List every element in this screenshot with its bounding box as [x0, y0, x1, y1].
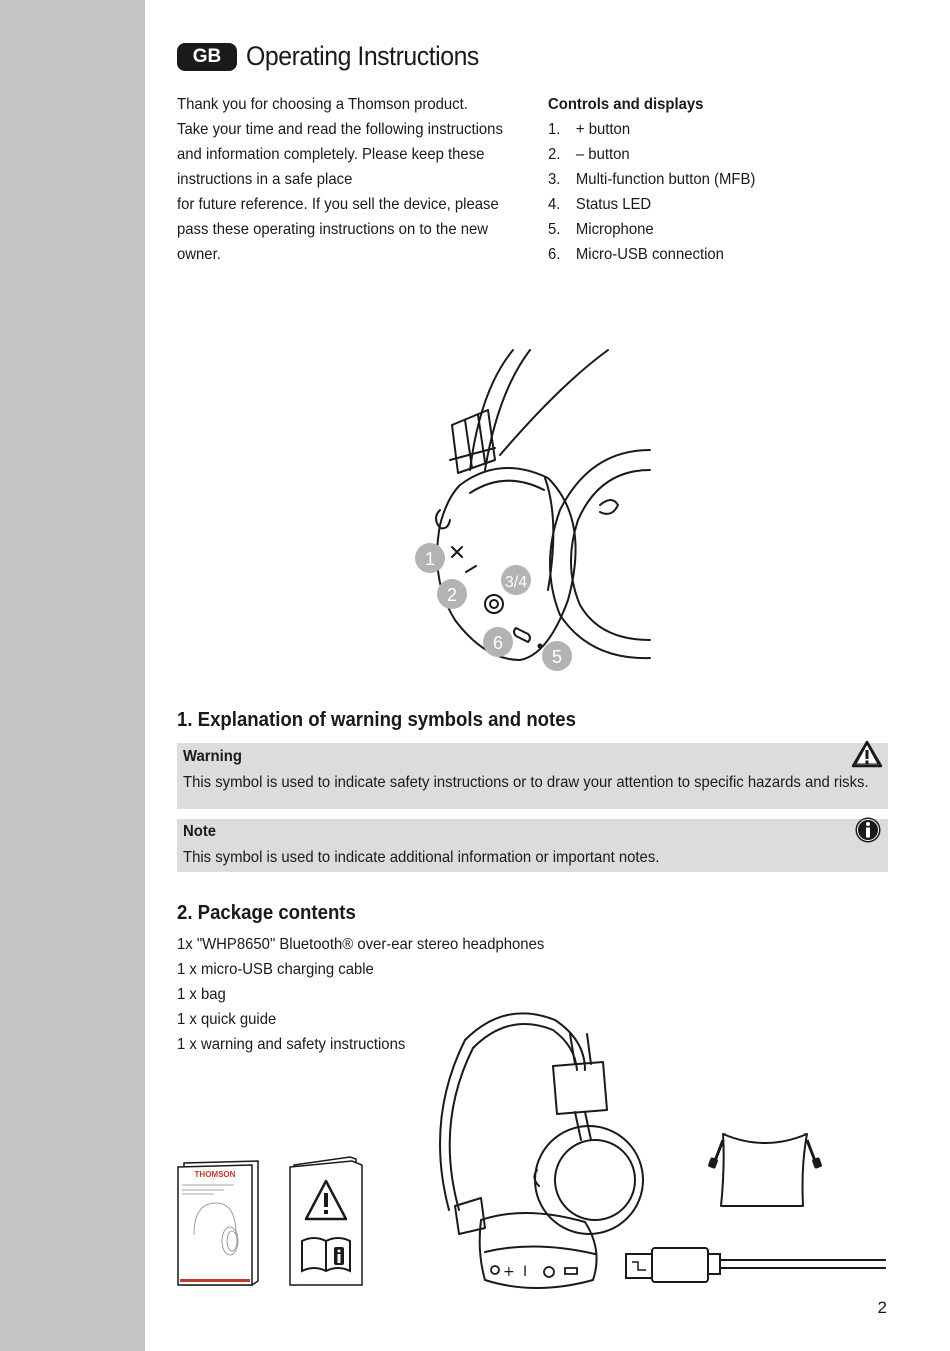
- headphone-controls-diagram: [400, 345, 660, 675]
- package-item: 1 x micro-USB charging cable: [177, 961, 374, 978]
- callout-5: 5: [551, 647, 563, 667]
- package-item: 1 x bag: [177, 986, 226, 1003]
- callout-6: 6: [492, 633, 504, 653]
- info-icon: [854, 816, 882, 844]
- page-number: 2: [877, 1298, 887, 1317]
- control-number: 4.: [548, 196, 561, 213]
- svg-text:+: +: [503, 1264, 515, 1280]
- warning-triangle-icon: [851, 740, 883, 768]
- controls-list: [548, 92, 888, 267]
- callout-2: 2: [446, 585, 458, 605]
- page-header: [177, 41, 499, 72]
- control-item: [548, 167, 864, 192]
- intro-line: instructions in a safe place: [177, 171, 353, 188]
- page-title: Operating Instructions: [246, 41, 479, 71]
- control-number: 3.: [548, 171, 561, 188]
- control-number: 6.: [548, 246, 561, 263]
- intro-text: [177, 92, 527, 267]
- intro-line: owner.: [177, 246, 221, 263]
- control-label: – button: [575, 146, 630, 163]
- intro-line: Take your time and read the following instructions: [177, 121, 503, 138]
- callout-3-4: 3/4: [504, 574, 528, 591]
- control-number: 5.: [548, 221, 561, 238]
- control-item: [548, 242, 864, 267]
- control-label: Status LED: [575, 196, 652, 213]
- callout-1: 1: [424, 549, 436, 569]
- control-item: [548, 192, 864, 217]
- section-2-heading: 2. Package contents: [177, 902, 356, 924]
- section-1-heading: 1. Explanation of warning symbols and notes: [177, 709, 576, 731]
- control-number: 1.: [548, 121, 561, 138]
- page-sidebar: [0, 0, 145, 1351]
- svg-text:I: I: [523, 1264, 528, 1280]
- package-item: 1 x quick guide: [177, 1011, 277, 1028]
- warning-text: This symbol is used to indicate safety instructions or to draw your attention to specific hazards and risks.: [183, 774, 869, 791]
- control-item: [548, 217, 864, 242]
- control-label: + button: [575, 121, 631, 138]
- controls-heading: Controls and displays: [548, 96, 704, 113]
- note-text: This symbol is used to indicate additional information or important notes.: [183, 849, 660, 866]
- warning-title: Warning: [183, 748, 242, 765]
- note-title: Note: [183, 823, 217, 840]
- intro-line: pass these operating instructions on to the new: [177, 221, 489, 238]
- note-box: [177, 819, 888, 872]
- intro-line: and information completely. Please keep these: [177, 146, 485, 163]
- control-number: 2.: [548, 146, 561, 163]
- package-item: 1 x warning and safety instructions: [177, 1036, 406, 1053]
- intro-line: for future reference. If you sell the device, please: [177, 196, 499, 213]
- control-label: Multi-function button (MFB): [575, 171, 756, 188]
- quick-guide-illustration: [174, 1157, 262, 1289]
- bag-illustration: [705, 1126, 825, 1212]
- warning-box: [177, 743, 888, 809]
- safety-instructions-illustration: [286, 1153, 366, 1289]
- usb-cable-illustration: [620, 1242, 890, 1286]
- language-badge: GB: [177, 43, 237, 71]
- control-label: Micro-USB connection: [575, 246, 724, 263]
- intro-line: Thank you for choosing a Thomson product.: [177, 96, 468, 113]
- quick-guide-brand: THOMSON: [194, 1170, 236, 1179]
- control-item: [548, 117, 864, 142]
- control-label: Microphone: [575, 221, 654, 238]
- package-item: 1x "WHP8650" Bluetooth® over-ear stereo headphones: [177, 936, 545, 953]
- control-item: [548, 142, 864, 167]
